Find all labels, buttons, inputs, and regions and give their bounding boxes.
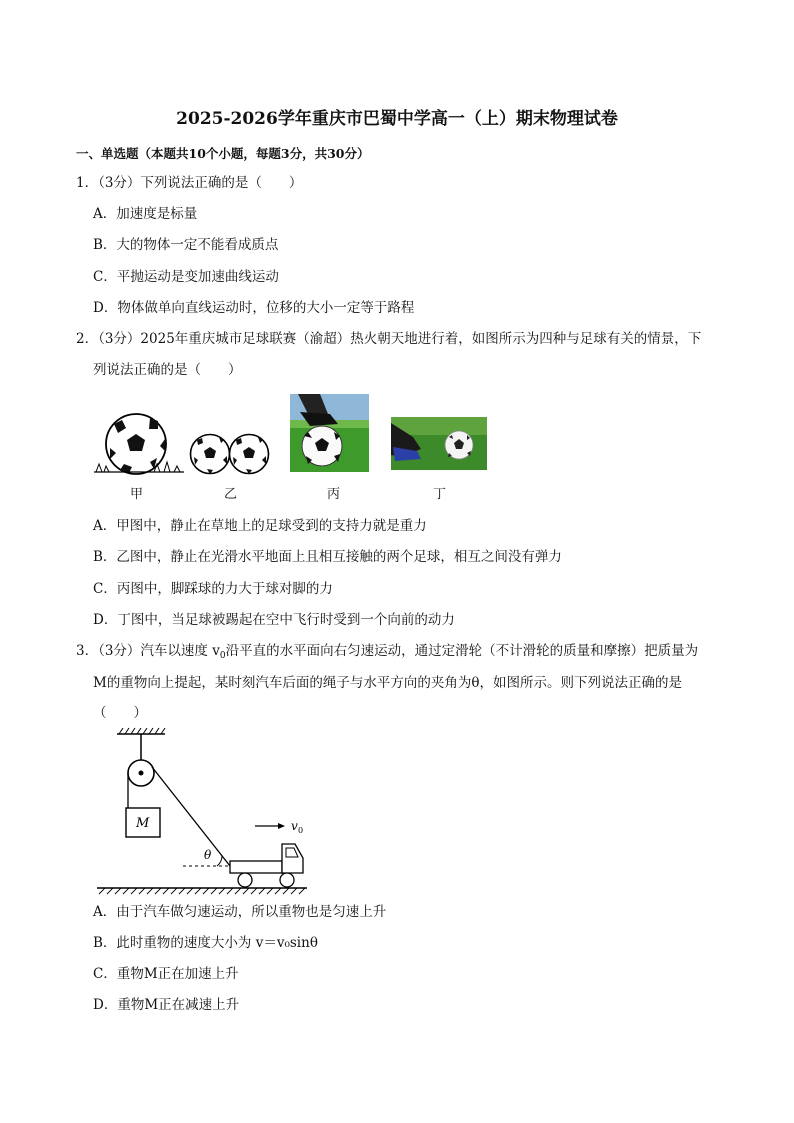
q3-option-c: C．重物M正在加速上升 xyxy=(93,966,239,982)
question-1-stem: 1．（3分）下列说法正确的是（ ） xyxy=(76,175,303,191)
q1-option-c: C．平抛运动是变加速曲线运动 xyxy=(93,269,279,285)
figure-bing-foot-on-ball xyxy=(290,394,369,472)
question-2-stem-line1: 2．（3分）2025年重庆城市足球联赛（渝超）热火朝天地进行着，如图所示为四种与足球有关的情景，下 xyxy=(76,331,702,347)
q3-option-b: B．此时重物的速度大小为 v＝v₀sinθ xyxy=(93,935,318,951)
q1-option-b: B．大的物体一定不能看成质点 xyxy=(93,237,279,253)
caption-bing: 丙 xyxy=(327,487,341,502)
q2-option-a: A．甲图中，静止在草地上的足球受到的支持力就是重力 xyxy=(93,518,427,534)
question-3-stem-line2: M的重物向上提起，某时刻汽车后面的绳子与水平方向的夹角为θ，如图所示。则下列说法正确的是 xyxy=(93,675,682,691)
q3-option-a: A．由于汽车做匀速运动，所以重物也是匀速上升 xyxy=(93,904,387,920)
figure-ding-ball-kicked xyxy=(391,417,487,470)
q3-option-d: D．重物M正在减速上升 xyxy=(93,997,240,1013)
section-heading: 一、单选题（本题共10个小题，每题3分，共30分） xyxy=(76,146,370,161)
question-3-stem-line1: 3．（3分）汽车以速度 $v_0$沿平直的水平面向右匀速运动，通过定滑轮（不计滑轮的质量和摩擦）把质量为 xyxy=(76,643,699,661)
figure-yi-two-balls xyxy=(189,432,271,476)
velocity-subscript: 0 xyxy=(298,826,304,835)
q1-option-d: D．物体做单向直线运动时，位移的大小一定等于路程 xyxy=(93,300,415,316)
q2-option-b: B．乙图中，静止在光滑水平地面上且相互接触的两个足球，相互之间没有弹力 xyxy=(93,549,562,565)
question-3-stem-line3: （ ） xyxy=(93,705,147,721)
mass-label: M xyxy=(136,816,150,831)
caption-ding: 丁 xyxy=(433,487,447,502)
caption-jia: 甲 xyxy=(130,487,144,502)
page-title: 2025-2026学年重庆市巴蜀中学高一（上）期末物理试卷 xyxy=(176,109,618,129)
figure-jia-ball-on-grass xyxy=(94,412,184,478)
caption-yi: 乙 xyxy=(224,487,238,502)
q1-option-a: A．加速度是标量 xyxy=(93,206,198,222)
q2-option-d: D．丁图中，当足球被踢起在空中飞行时受到一个向前的动力 xyxy=(93,612,455,628)
velocity-label: v xyxy=(291,819,298,833)
figure-pulley-truck-diagram xyxy=(95,726,315,896)
angle-label: θ xyxy=(204,848,212,862)
question-2-stem-line2: 列说法正确的是（ ） xyxy=(93,362,242,378)
q2-option-c: C．丙图中，脚踩球的力大于球对脚的力 xyxy=(93,581,333,597)
